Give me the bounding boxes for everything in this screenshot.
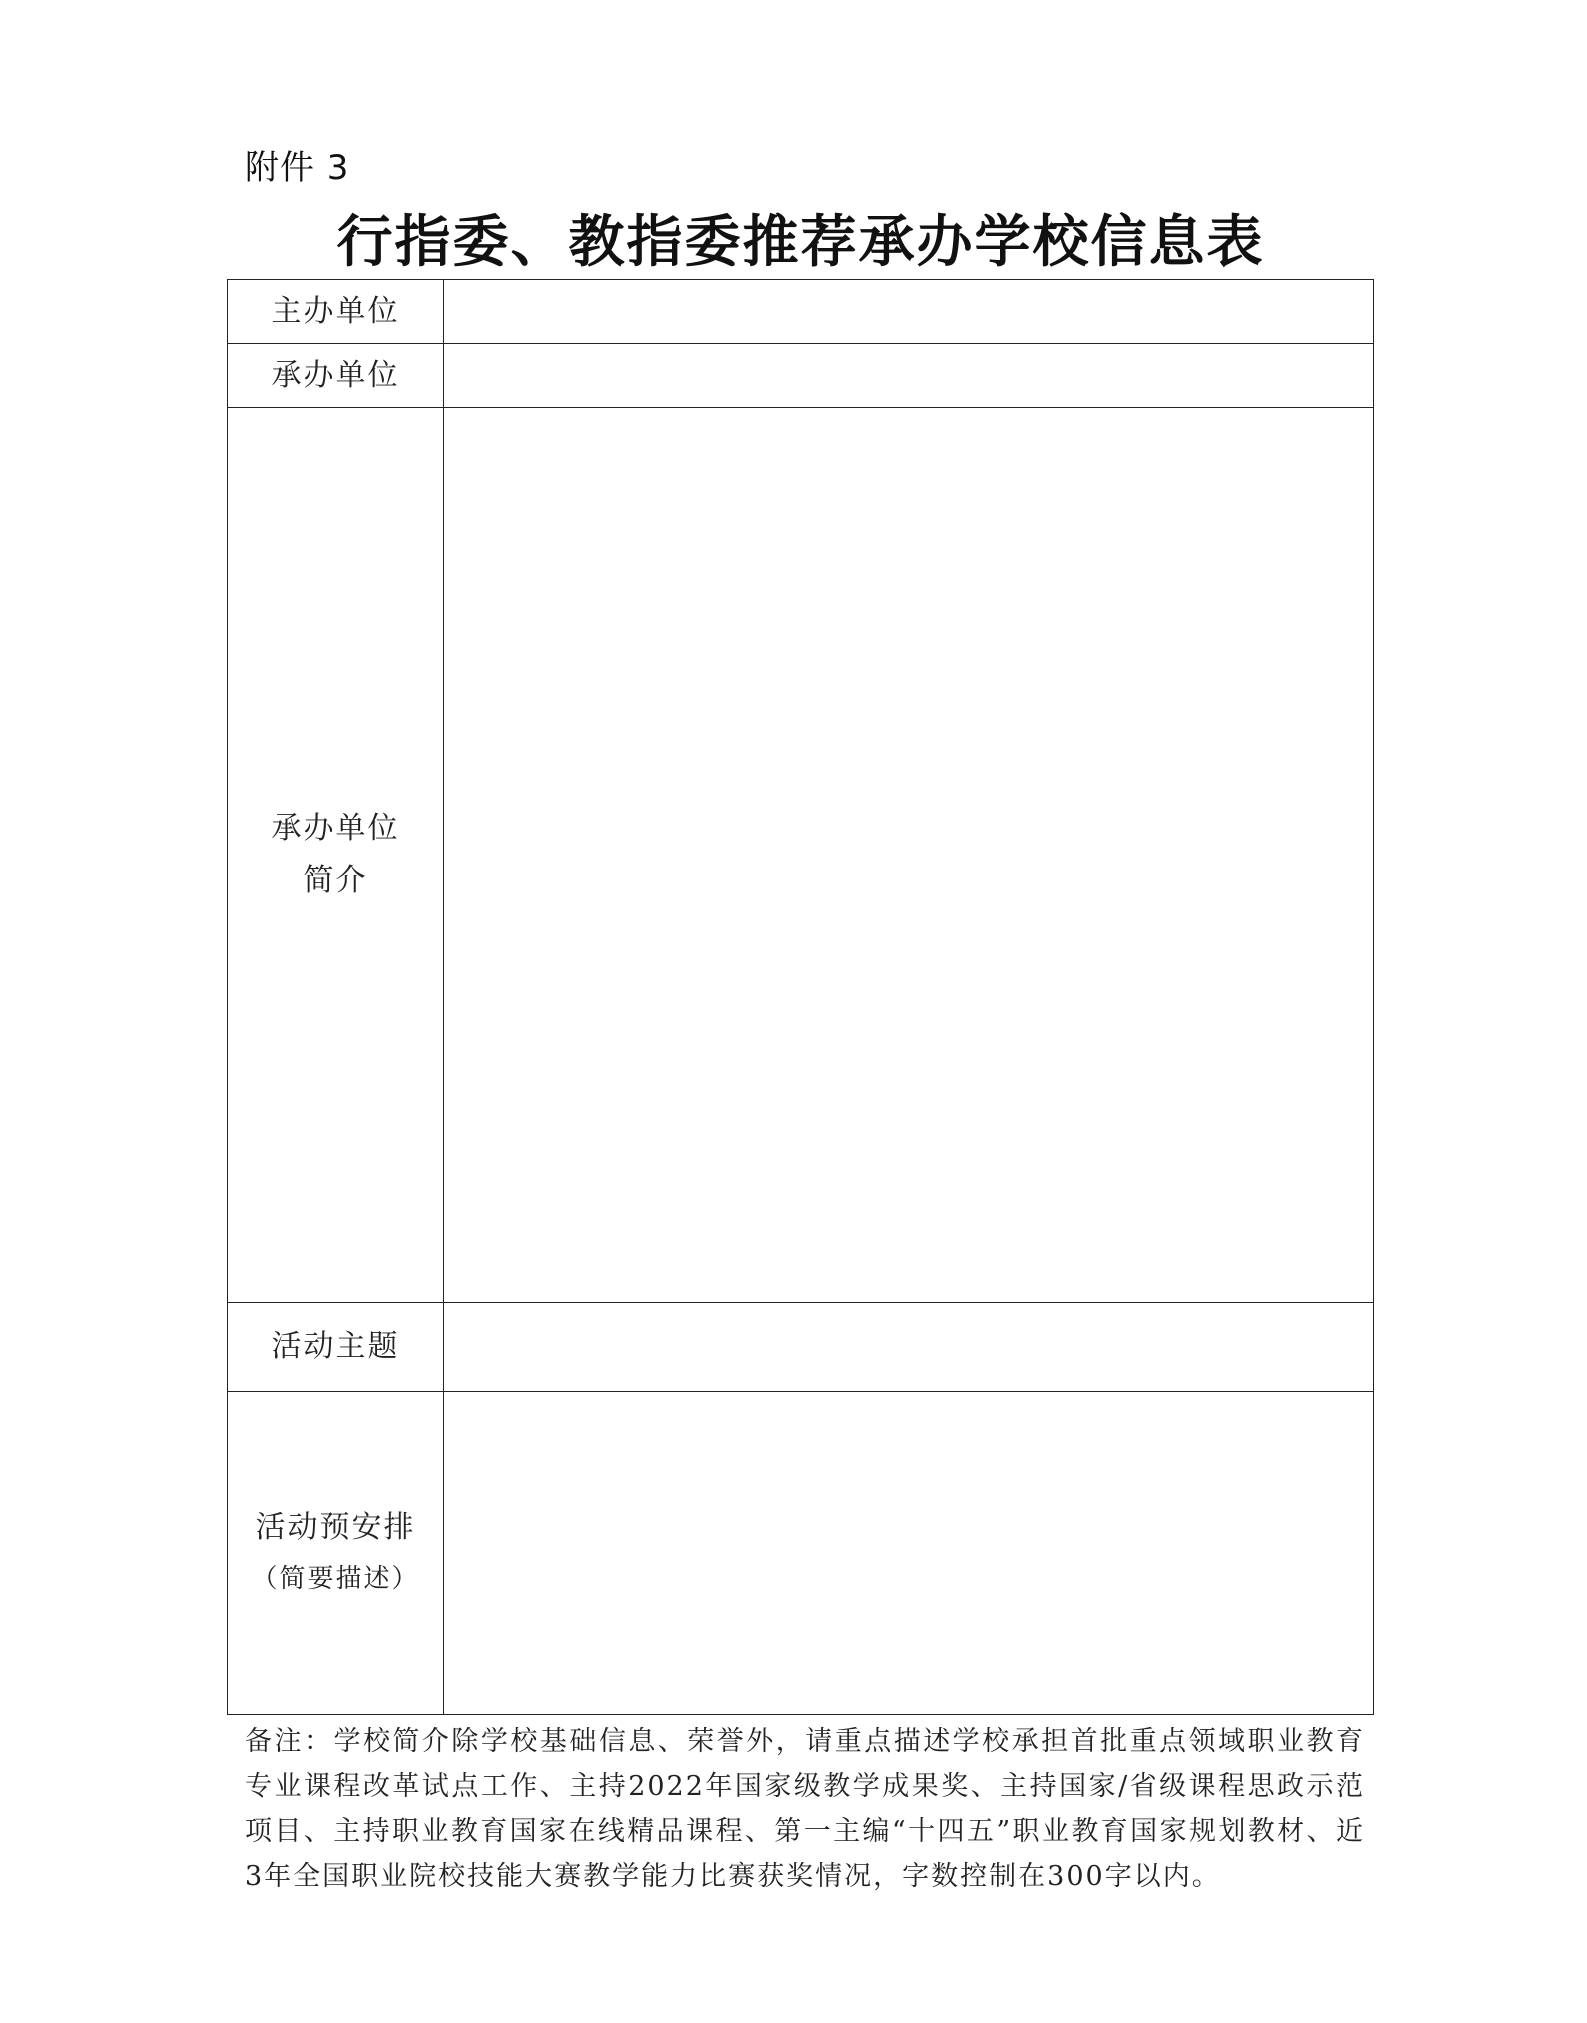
table-row-plan bbox=[228, 1392, 1374, 1715]
sponsor-field[interactable] bbox=[444, 280, 1374, 344]
intro-label-line1: 承办单位 bbox=[271, 811, 400, 846]
plan-label-main: 活动预安排 bbox=[255, 1510, 416, 1545]
host-field[interactable] bbox=[444, 344, 1374, 408]
intro-label-line2: 简介 bbox=[303, 863, 368, 898]
theme-field[interactable] bbox=[444, 1303, 1374, 1392]
document-title: 行指委、教指委推荐承办学校信息表 bbox=[336, 210, 1265, 275]
table-row-host bbox=[228, 344, 1374, 408]
footnote: 备注：学校简介除学校基础信息、荣誉外，请重点描述学校承担首批重点领域职业教育专业课程改革试点工作、主持2022年国家级教学成果奖、主持国家/省级课程思政示范项目、主持职业教育国家在线精品课程、第一主编“十四五”职业教育国家规划教材、近3年全国职业院校技能大赛教学能力比赛获奖情况，字数控制在300字以内。 bbox=[245, 1726, 1365, 1892]
attachment-label: 附件 3 bbox=[245, 148, 350, 188]
intro-label bbox=[228, 408, 444, 1303]
plan-label-sub: （简要描述） bbox=[251, 1564, 420, 1594]
table-row-intro bbox=[228, 408, 1374, 1303]
info-table bbox=[227, 279, 1374, 1715]
intro-field[interactable] bbox=[444, 408, 1374, 1303]
plan-field[interactable] bbox=[444, 1392, 1374, 1715]
plan-label bbox=[228, 1392, 444, 1715]
table-row-sponsor bbox=[228, 280, 1374, 344]
sponsor-label: 主办单位 bbox=[228, 280, 444, 344]
host-label: 承办单位 bbox=[228, 344, 444, 408]
theme-label: 活动主题 bbox=[228, 1303, 444, 1392]
table-row-theme bbox=[228, 1303, 1374, 1392]
